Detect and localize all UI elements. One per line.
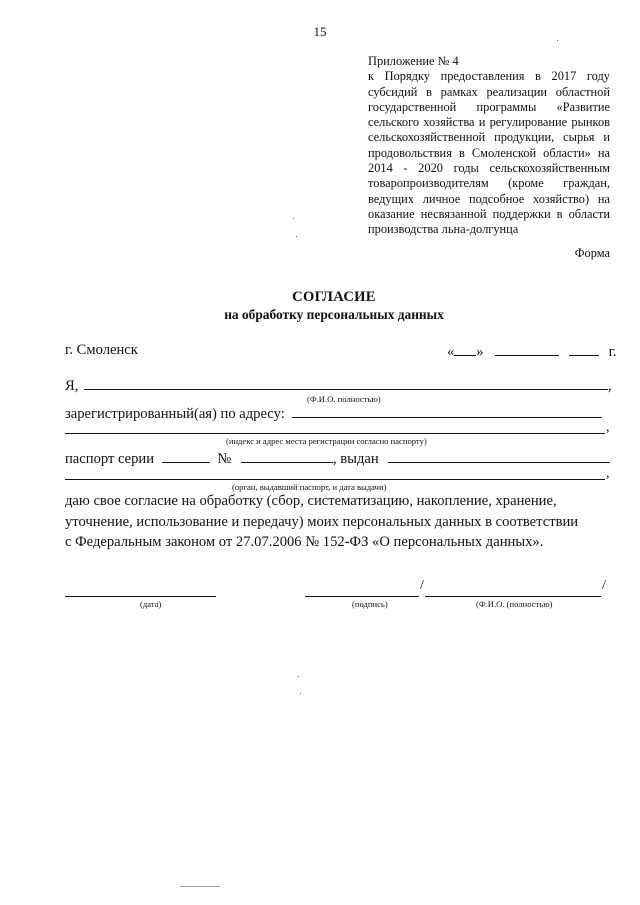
issuer-caption: (орган, выдавший паспорт, и дата выдачи)	[232, 482, 387, 492]
scan-speck	[557, 40, 558, 41]
number-sign: №	[217, 451, 232, 467]
signature-fio-caption: (Ф.И.О. (полностью)	[476, 599, 553, 609]
signature-date-caption: (дата)	[140, 599, 162, 609]
signature-sign-caption: (подпись)	[352, 599, 388, 609]
issued-by-blank[interactable]	[388, 449, 610, 463]
signature-sign-line[interactable]	[305, 596, 419, 597]
document-title: СОГЛАСИЕ	[292, 289, 376, 305]
passport-series-label: паспорт серии	[65, 451, 155, 467]
consent-line: даю свое согласие на обработку (сбор, систематизацию, накопление, хранение,	[65, 493, 557, 509]
issuer-comma: ,	[606, 466, 610, 481]
registered-label: зарегистрированный(ая) по адресу:	[65, 406, 285, 422]
passport-series-blank[interactable]	[162, 449, 210, 463]
scan-speck	[180, 886, 220, 887]
date-open-quote: «	[447, 344, 455, 360]
page-number: 15	[313, 24, 327, 39]
signature-fio-line[interactable]	[425, 596, 601, 597]
address-blank[interactable]	[292, 404, 602, 418]
annex-block	[368, 54, 610, 238]
signature-date-line[interactable]	[65, 596, 216, 597]
scan-speck	[296, 236, 297, 237]
fio-caption: (Ф.И.О. полностью)	[307, 394, 381, 404]
signature-slash-2: /	[602, 578, 606, 593]
city-label: г. Смоленск	[65, 342, 138, 358]
address-comma: ,	[606, 420, 610, 435]
name-row	[65, 376, 611, 395]
month-blank[interactable]	[495, 342, 559, 356]
consent-line: уточнение, использование и передачу) моих персональных данных в соответствии	[65, 513, 579, 530]
scan-speck	[293, 218, 294, 219]
year-suffix: г.	[608, 344, 617, 360]
form-label: Форма	[574, 246, 610, 260]
consent-text	[65, 491, 611, 553]
passport-number-blank[interactable]	[241, 449, 333, 463]
address-line-2[interactable]	[65, 433, 605, 434]
scan-speck	[298, 676, 299, 677]
scan-speck	[300, 693, 301, 694]
address-caption: (индекс и адрес места регистрации согласно паспорту)	[226, 436, 427, 446]
document-subtitle: на обработку персональных данных	[224, 307, 444, 322]
address-row	[65, 404, 611, 423]
consent-line: с Федеральным законом от 27.07.2006 № 152-ФЗ «О персональных данных».	[65, 534, 544, 550]
ya-label: Я,	[65, 378, 79, 394]
fio-blank[interactable]	[84, 376, 608, 390]
issuer-line[interactable]	[65, 479, 605, 480]
day-blank[interactable]	[454, 342, 476, 356]
issued-label: , выдан	[332, 451, 379, 467]
passport-row	[65, 449, 611, 468]
date-field	[447, 342, 617, 361]
name-comma: ,	[608, 378, 612, 394]
date-close-quote: »	[476, 344, 484, 360]
annex-body: к Порядку предоставления в 2017 году субсидий в рамках реализации областной государственной программы «Развитие сельского хозяйства и регулирование рынков сельскохозяйственной продукции, сырья и продовольствия в Смоленской области» на 2014 - 2020 годы сельскохозяйственным товаропроизводителям (кроме граждан, ведущих личное подсобное хозяйство) на оказание несвязанной поддержки в области производства льна-долгунца	[368, 69, 610, 237]
signature-slash-1: /	[420, 578, 424, 593]
city-date-row	[65, 342, 617, 360]
year-blank[interactable]	[569, 342, 599, 356]
annex-title: Приложение № 4	[368, 54, 459, 68]
